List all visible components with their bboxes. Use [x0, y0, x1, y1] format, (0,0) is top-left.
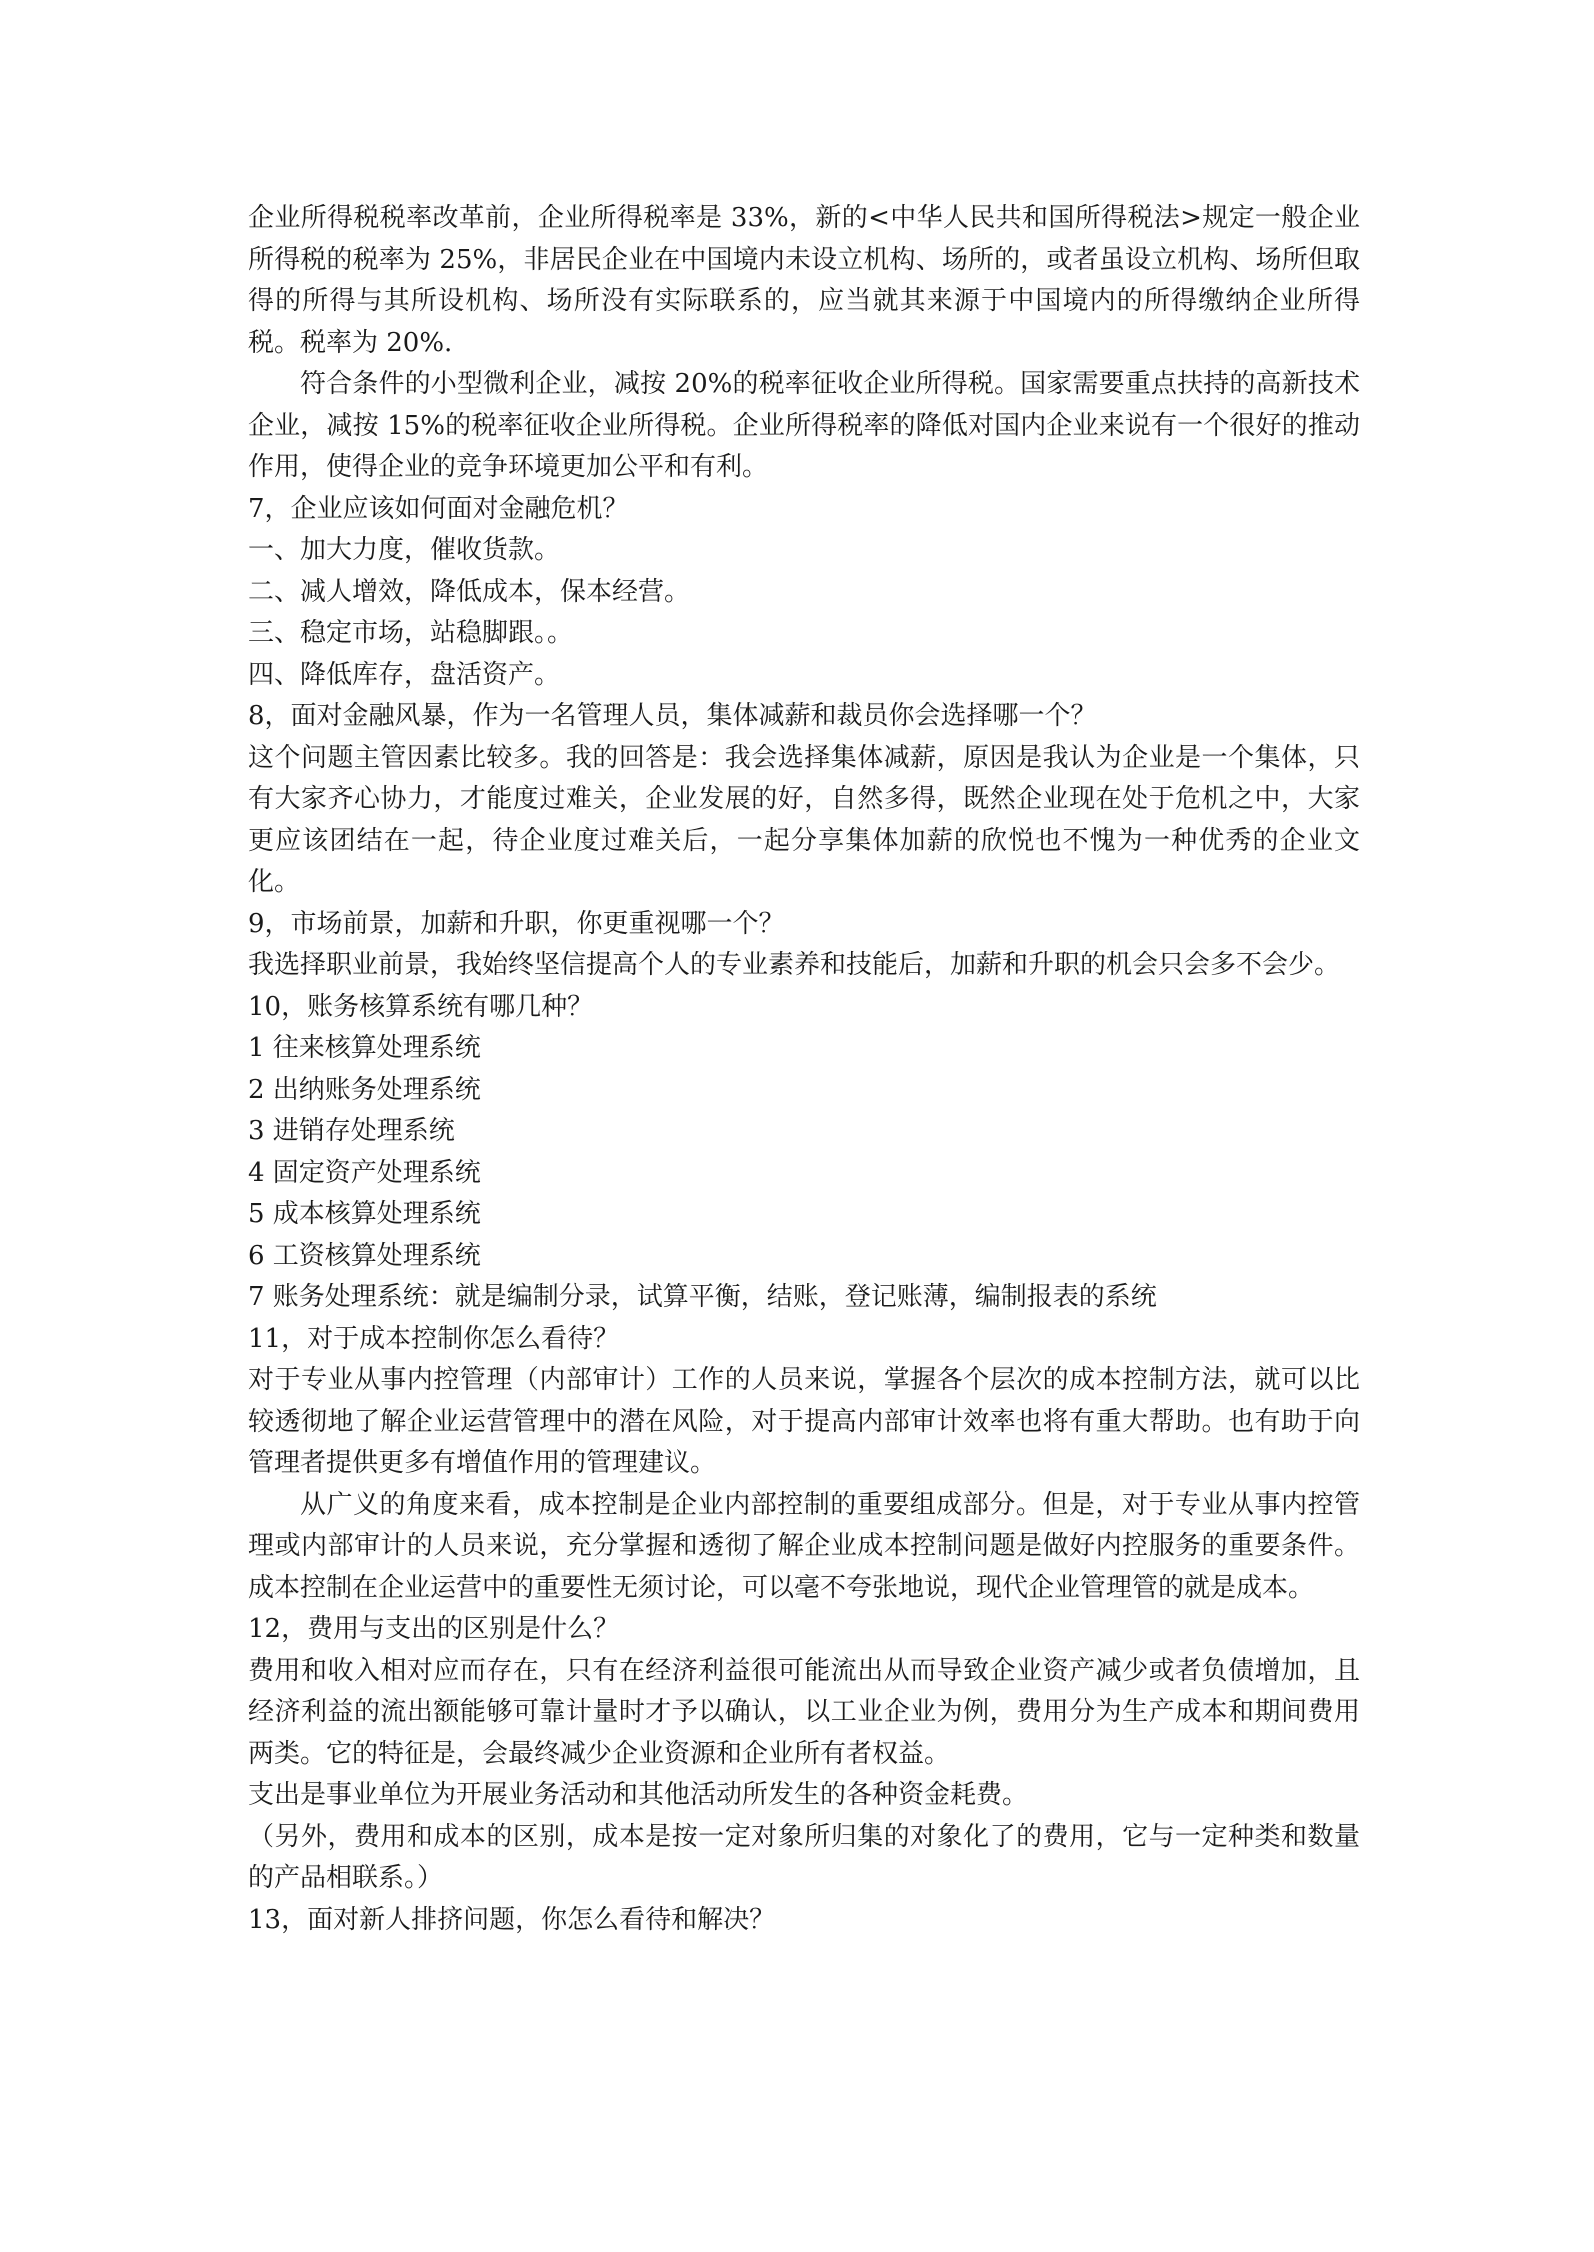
question-13-heading: 13，面对新人排挤问题，你怎么看待和解决？ [248, 1904, 776, 1935]
question-8-heading: 8，面对金融风暴，作为一名管理人员，集体减薪和裁员你会选择哪一个？ [248, 701, 1097, 731]
list-item: 三、稳定市场，站稳脚跟。。 [248, 618, 574, 648]
answer-12-paragraph-2: 支出是事业单位为开展业务活动和其他活动所发生的各种资金耗费。 [248, 1780, 1029, 1810]
answer-11-paragraph-2: 从广义的角度来看，成本控制是企业内部控制的重要组成部分。但是，对于专业从事内控管理或内部审计的人员来说，充分掌握和透彻了解企业成本控制问题是做好内控服务的重要条件。成本控制在企业运营中的重要性无须讨论，可以毫不夸张地说，现代企业管理管的就是成本。 [248, 1489, 1360, 1603]
answer-9-paragraph: 我选择职业前景，我始终坚信提高个人的专业素养和技能后，加薪和升职的机会只会多不会少。 [248, 950, 1341, 980]
paragraph-tax-rate-reform: 企业所得税税率改革前，企业所得税率是 33%，新的<中华人民共和国所得税法>规定一般企业所得税的税率为 25%，非居民企业在中国境内未设立机构、场所的，或者虽设立机构、场所但取得的所得与其所设机构、场所没有实际联系的，应当就其来源于中国境内的所得缴纳企业所得税。税率为 20%. [248, 203, 1360, 358]
question-12-heading: 12，费用与支出的区别是什么？ [248, 1614, 620, 1644]
question-9-heading: 9，市场前景，加薪和升职，你更重视哪一个？ [248, 908, 785, 939]
question-10-heading: 10，账务核算系统有哪几种？ [248, 991, 594, 1022]
question-7-heading: 7，企业应该如何面对金融危机？ [248, 493, 629, 524]
answer-12-paragraph: 费用和收入相对应而存在，只有在经济利益很可能流出从而导致企业资产减少或者负债增加，且经济利益的流出额能够可靠计量时才予以确认，以工业企业为例，费用分为生产成本和期间费用两类。它的特征是，会最终减少企业资源和企业所有者权益。 [248, 1655, 1360, 1769]
list-item: 7 账务处理系统：就是编制分录，试算平衡，结账，登记账薄，编制报表的系统 [248, 1282, 1157, 1312]
paragraph-small-enterprise-rate: 符合条件的小型微利企业，减按 20%的税率征收企业所得税。国家需要重点扶持的高新技术企业，减按 15%的税率征收企业所得税。企业所得税率的降低对国内企业来说有一个很好的推动作用，使得企业的竞争环境更加公平和有利。 [248, 369, 1360, 482]
list-item: 四、降低库存，盘活资产。 [248, 659, 561, 690]
list-item: 二、减人增效，降低成本，保本经营。 [248, 576, 691, 607]
question-11-heading: 11，对于成本控制你怎么看待？ [248, 1323, 620, 1354]
list-item: 6 工资核算处理系统 [248, 1240, 481, 1271]
list-item: 4 固定资产处理系统 [248, 1157, 481, 1188]
answer-11-paragraph: 对于专业从事内控管理（内部审计）工作的人员来说，掌握各个层次的成本控制方法，就可以比较透彻地了解企业运营管理中的潜在风险，对于提高内部审计效率也将有重大帮助。也有助于向管理者提供更多有增值作用的管理建议。 [248, 1365, 1360, 1478]
answer-12-note: （另外，费用和成本的区别，成本是按一定对象所归集的对象化了的费用，它与一定种类和数量的产品相联系。） [248, 1821, 1360, 1893]
list-item: 1 往来核算处理系统 [248, 1033, 481, 1063]
list-item: 2 出纳账务处理系统 [248, 1074, 481, 1105]
document-page [248, 198, 1360, 1941]
answer-8-paragraph: 这个问题主管因素比较多。我的回答是：我会选择集体减薪，原因是我认为企业是一个集体，只有大家齐心协力，才能度过难关，企业发展的好，自然多得，既然企业现在处于危机之中，大家更应该团结在一起，待企业度过难关后，一起分享集体加薪的欣悦也不愧为一种优秀的企业文化。 [248, 742, 1360, 897]
list-item: 一、加大力度，催收货款。 [248, 535, 561, 565]
list-item: 5 成本核算处理系统 [248, 1199, 481, 1229]
list-item: 3 进销存处理系统 [248, 1116, 455, 1146]
